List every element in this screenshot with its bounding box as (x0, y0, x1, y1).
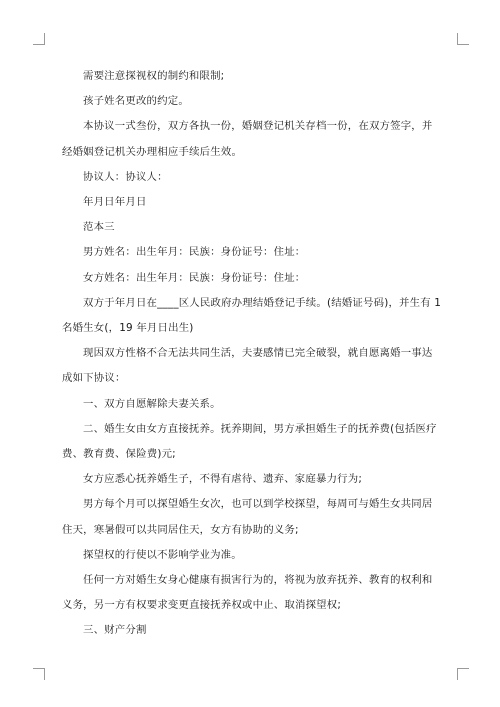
paragraph-care-obligation: 女方应悉心抚养婚生子，不得有虐待、遗弃、家庭暴力行为; (83, 473, 363, 486)
paragraph-name-change: 孩子姓名更改的约定。 (83, 95, 189, 108)
paragraph-custody-change: 任何一方对婚生女身心健康有损害行为的，将视为放弃抚养、教育的权利和义务，另一方有权要求变更直接抚养权或中止、取消探望权; (62, 574, 433, 612)
paragraph-divorce-reason: 现因双方性格不合无法共同生活，夫妻感情已完全破裂，就自愿离婚一事达成如下协议： (62, 347, 433, 385)
document-body (62, 64, 442, 644)
paragraph-visitation-schedule: 男方每个月可以探望婚生女次，也可以到学校探望，每周可与婚生女共同居住天，寒暑假可以共同居住天，女方有协助的义务; (62, 498, 433, 536)
paragraph-male-party-info: 男方姓名：出生年月：民族：身份证号：住址： (83, 246, 306, 259)
paragraph-marriage-registration: 双方于年月日在____区人民政府办理结婚登记手续。(结婚证号码)，并生有 1 名婚生女(，19 年月日出生) (62, 296, 442, 335)
paragraph-clause-one: 一、双方自愿解除夫妻关系。 (83, 397, 221, 410)
paragraph-clause-three-property: 三、财产分割 (83, 624, 147, 637)
paragraph-clause-two: 二、婚生女由女方直接抚养。抚养期间，男方承担婚生子的抚养费(包括医疗费、教育费、保险费)元; (62, 422, 437, 461)
crop-mark-bottom-right (457, 668, 469, 680)
paragraph-visitation-study: 探望权的行使以不影响学业为准。 (83, 548, 242, 561)
paragraph-copies: 本协议一式叁份，双方各执一份，婚姻登记机关存档一份，在双方签字，并经婚姻登记机关办理相应手续后生效。 (62, 120, 433, 158)
crop-mark-top-right (457, 33, 469, 45)
section-heading-template-three: 范本三 (83, 221, 115, 234)
paragraph-signatories: 协议人：协议人： (83, 170, 168, 183)
crop-mark-top-left (33, 33, 45, 45)
paragraph-visitation-limits: 需要注意探视权的制约和限制; (83, 70, 225, 82)
paragraph-dates: 年月日年月日 (83, 196, 147, 209)
paragraph-female-party-info: 女方姓名：出生年月：民族：身份证号：住址： (83, 271, 306, 284)
crop-mark-bottom-left (33, 668, 45, 680)
